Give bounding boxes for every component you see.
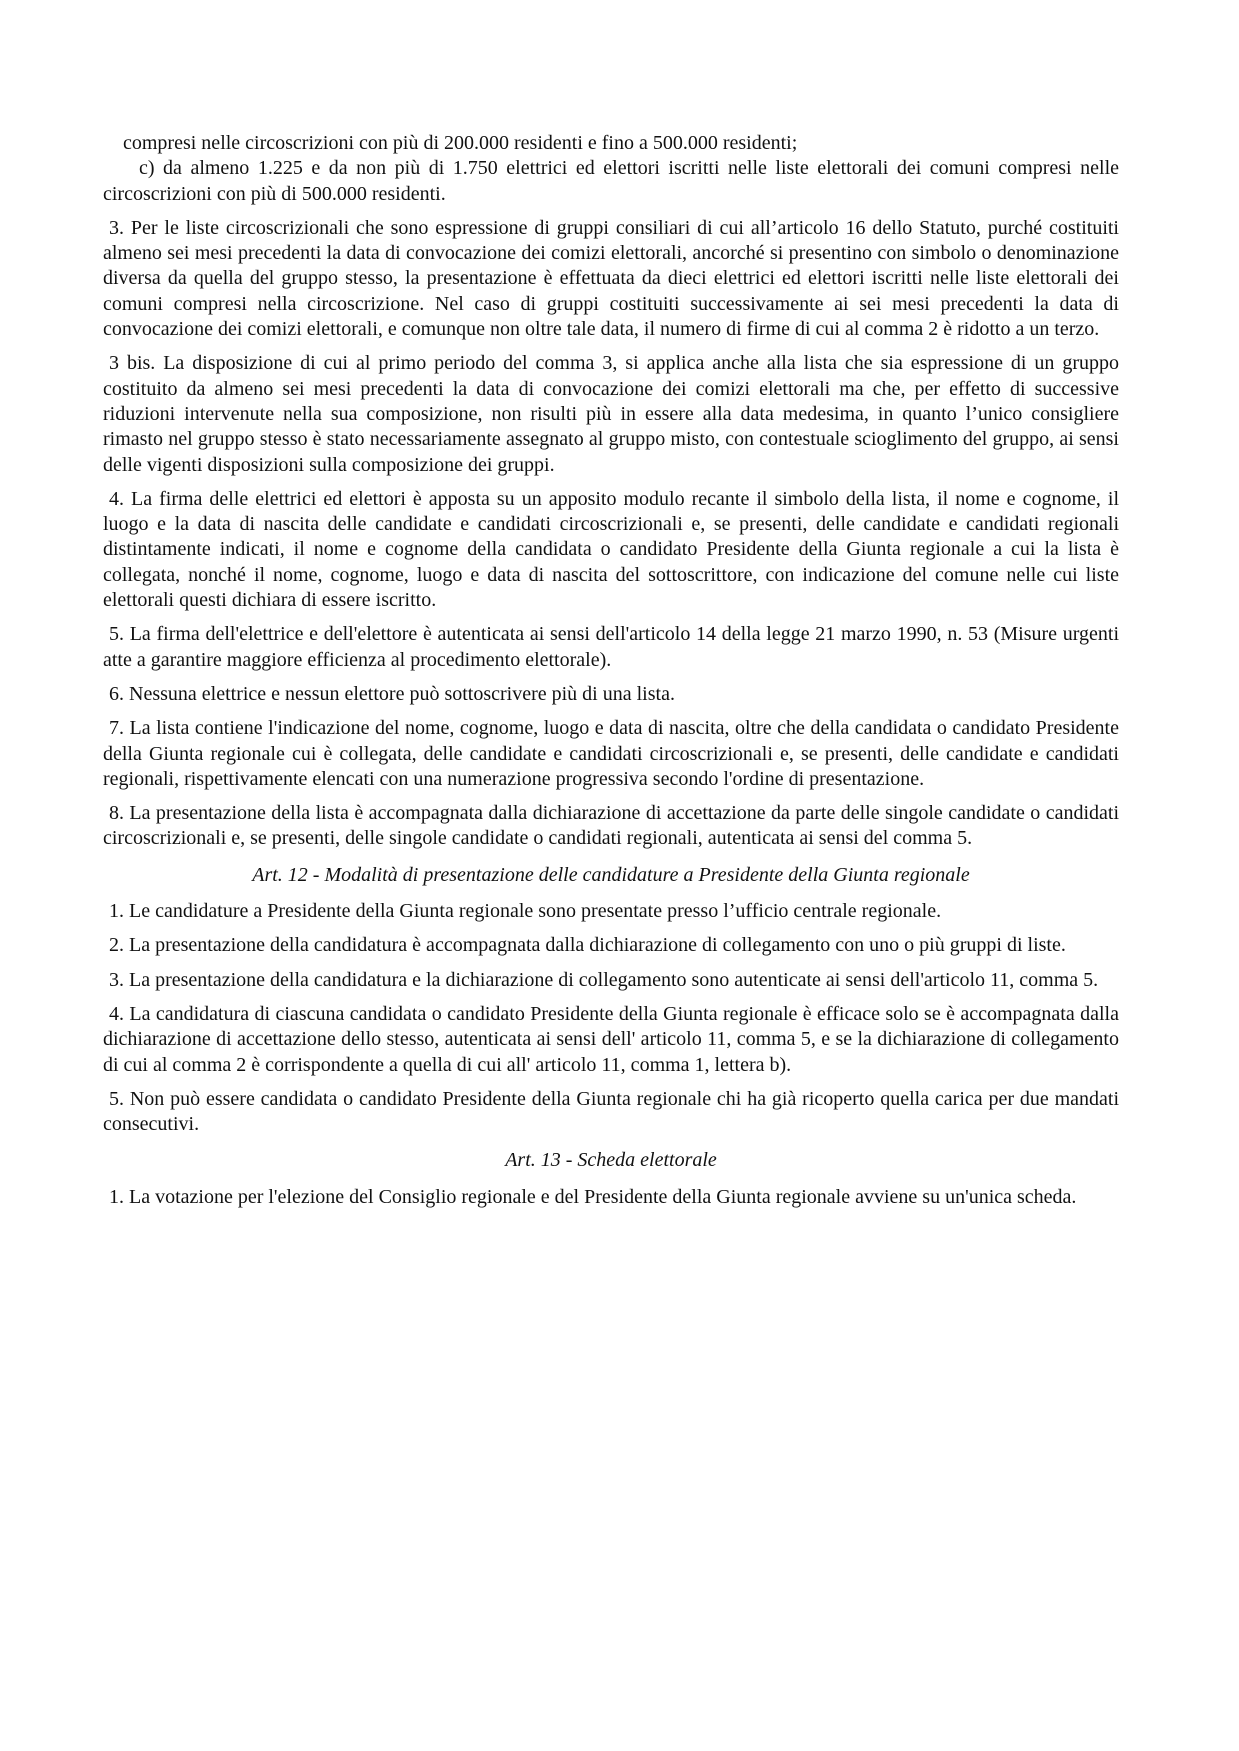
art11-comma-6: 6. Nessuna elettrice e nessun elettore può sottoscrivere più di una lista.	[109, 682, 675, 705]
art12-comma-4: 4. La candidatura di ciascuna candidata o candidato Presidente della Giunta regionale è efficace solo se è accompagnata dalla dichiarazione di accettazione dello stesso, autenticata ai sensi dell' articolo 11, comma 5, e se la dichiarazione di collegamento di cui al comma 2 è corrispondente a quella di cui all' articolo 11, comma 1, lettera b).	[103, 1002, 1119, 1076]
art11-comma-3bis: 3 bis. La disposizione di cui al primo periodo del comma 3, si applica anche alla lista che sia espressione di un gruppo costituito da almeno sei mesi precedenti la data di convocazione dei comizi elettorali ma che, per effetto di successive riduzioni intervenute nella sua composizione, non risulti più in essere alla data medesima, in quanto l’unico consigliere rimasto nel gruppo stesso è stato necessariamente assegnato al gruppo misto, con contestuale scioglimento del gruppo, ai sensi delle vigenti disposizioni sulla composizione dei gruppi.	[103, 352, 1119, 476]
continuation-line: compresi nelle circoscrizioni con più di 200.000 residenti e fino a 500.000 residenti;	[123, 132, 798, 154]
art12-comma-3: 3. La presentazione della candidatura e la dichiarazione di collegamento sono autenticate ai sensi dell'articolo 11, comma 5.	[109, 968, 1099, 991]
art11-comma-4: 4. La firma delle elettrici ed elettori è apposta su un apposito modulo recante il simbolo della lista, il nome e cognome, il luogo e la data di nascita delle candidate e candidati circoscrizionali e, se presenti, delle candidate e candidati regionali distintamente indicati, il nome e cognome della candidata o candidato Presidente della Giunta regionale a cui la lista è collegata, nonché il nome, cognome, luogo e data di nascita del sottoscrittore, con indicazione del comune nelle cui liste elettorali questi dichiara di essere iscritto.	[103, 487, 1119, 612]
art11-comma-8: 8. La presentazione della lista è accompagnata dalla dichiarazione di accettazione da parte delle singole candidate o candidati circoscrizionali e, se presenti, delle singole candidate o candidati regionali, autenticata ai sensi del comma 5.	[103, 802, 1119, 850]
art12-heading: Art. 12 - Modalità di presentazione delle candidature a Presidente della Giunta regionale	[252, 863, 970, 886]
art12-comma-2: 2. La presentazione della candidatura è accompagnata dalla dichiarazione di collegamento con uno o più gruppi di liste.	[109, 934, 1066, 957]
art12-comma-1: 1. Le candidature a Presidente della Giunta regionale sono presentate presso l’ufficio centrale regionale.	[109, 900, 942, 923]
art11-comma-7: 7. La lista contiene l'indicazione del nome, cognome, luogo e data di nascita, oltre che della candidata o candidato Presidente della Giunta regionale cui è collegata, delle candidate e candidati circoscrizionali e, se presenti, delle candidate e candidati regionali, rispettivamente elencati con una numerazione progressiva secondo l'ordine di presentazione.	[103, 717, 1119, 790]
art11-comma-5: 5. La firma dell'elettrice e dell'elettore è autenticata ai sensi dell'articolo 14 della legge 21 marzo 1990, n. 53 (Misure urgenti atte a garantire maggiore efficienza al procedimento elettorale).	[103, 623, 1119, 671]
list-item-c: c) da almeno 1.225 e da non più di 1.750 elettrici ed elettori iscritti nelle liste elettorali dei comuni compresi nelle circoscrizioni con più di 500.000 residenti.	[103, 157, 1119, 205]
art11-comma-3: 3. Per le liste circoscrizionali che sono espressione di gruppi consiliari di cui all’articolo 16 dello Statuto, purché costituiti almeno sei mesi precedenti la data di convocazione dei comizi elettorali, ancorché si presentino con simbolo o denominazione diversa da quella del gruppo stesso, la presentazione è effettuata da dieci elettrici ed elettori iscritti nelle liste elettorali dei comuni compresi nella circoscrizione. Nel caso di gruppi costituiti successivamente ai sei mesi precedenti la data di convocazione dei comizi elettorali, e comunque non oltre tale data, il numero di firme di cui al comma 2 è ridotto a un terzo.	[103, 216, 1119, 341]
art13-comma-1: 1. La votazione per l'elezione del Consiglio regionale e del Presidente della Giunta regionale avviene su un'unica scheda.	[109, 1185, 1077, 1208]
art13-heading: Art. 13 - Scheda elettorale	[505, 1149, 717, 1172]
document-body	[103, 131, 1119, 1210]
art12-comma-5: 5. Non può essere candidata o candidato Presidente della Giunta regionale chi ha già ricoperto quella carica per due mandati consecutivi.	[103, 1087, 1119, 1136]
